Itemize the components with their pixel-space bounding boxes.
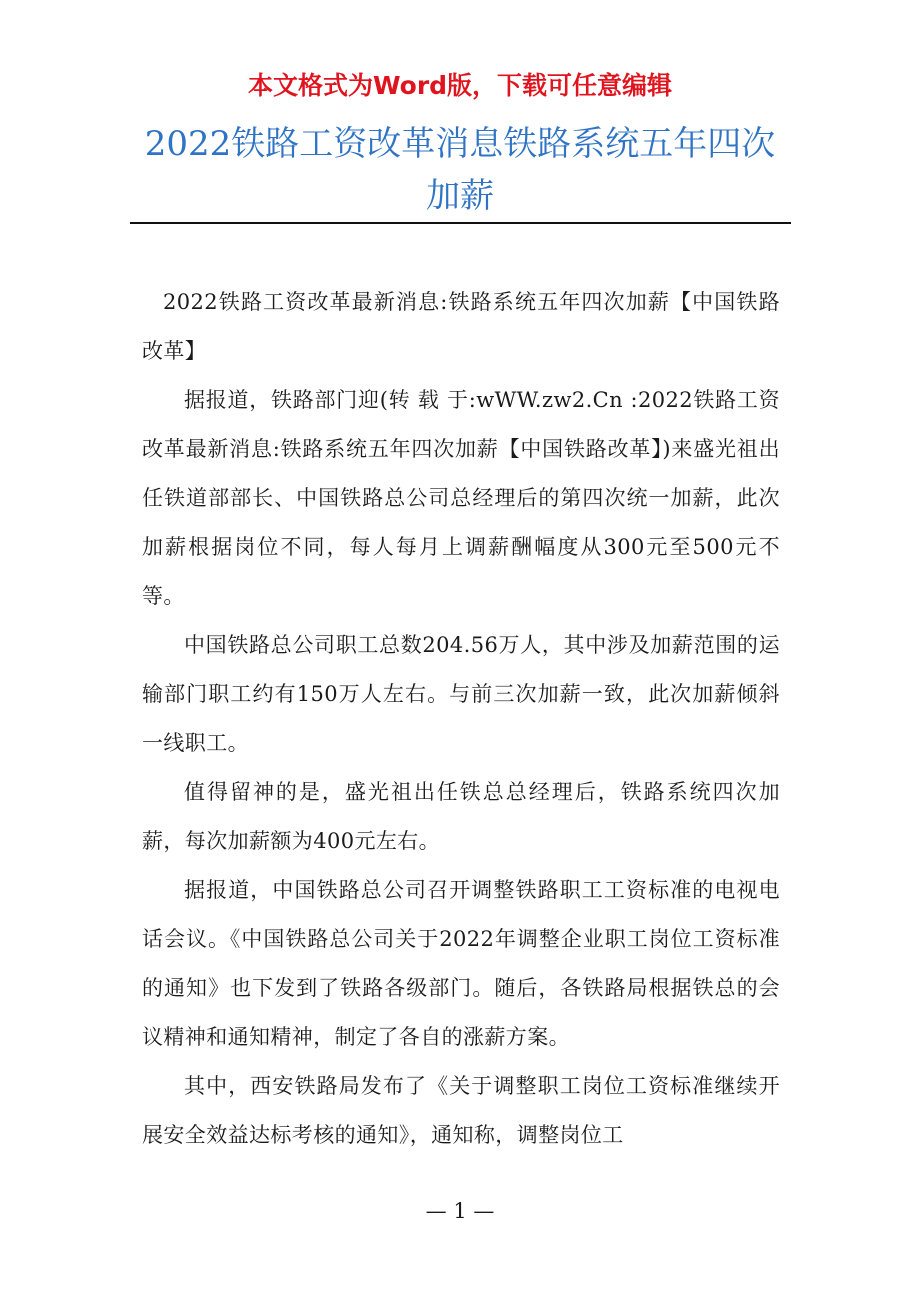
document-title: [130, 118, 790, 222]
paragraph-6: 其中，西安铁路局发布了《关于调整职工岗位工资标准继续开展安全效益达标考核的通知》，通知称，调整岗位工: [142, 1074, 780, 1147]
document-title-line-2: 加薪: [426, 176, 494, 216]
paragraph-4: 值得留神的是，盛光祖出任铁总总经理后，铁路系统四次加薪，每次加薪额为400元左右。: [142, 780, 780, 853]
document-body: [142, 278, 780, 1160]
paragraph-5: 据报道，中国铁路总公司召开调整铁路职工工资标准的电视电话会议。《中国铁路总公司关于2022年调整企业职工岗位工资标准的通知》也下发到了铁路各级部门。随后，各铁路局根据铁总的会议精神和通知精神，制定了各自的涨薪方案。: [142, 878, 780, 1049]
document-title-line-1: 2022铁路工资改革消息铁路系统五年四次: [144, 124, 776, 164]
paragraph-2: 据报道，铁路部门迎(转 载 于:wWW.zw2.Cn :2022铁路工资改革最新消息:铁路系统五年四次加薪【中国铁路改革】)来盛光祖出任铁道部部长、中国铁路总公司总经理后的第四次统一加薪，此次加薪根据岗位不同，每人每月上调薪酬幅度从300元至500元不等。: [142, 388, 780, 608]
paragraph-1: 2022铁路工资改革最新消息:铁路系统五年四次加薪【中国铁路改革】: [142, 290, 780, 363]
format-notice-banner: 本文格式为Word版，下载可任意编辑: [247, 71, 673, 100]
page-number: — 1 —: [425, 1199, 495, 1223]
paragraph-3: 中国铁路总公司职工总数204.56万人，其中涉及加薪范围的运输部门职工约有150万人左右。与前三次加薪一致，此次加薪倾斜一线职工。: [142, 633, 780, 755]
title-divider: [130, 222, 791, 224]
